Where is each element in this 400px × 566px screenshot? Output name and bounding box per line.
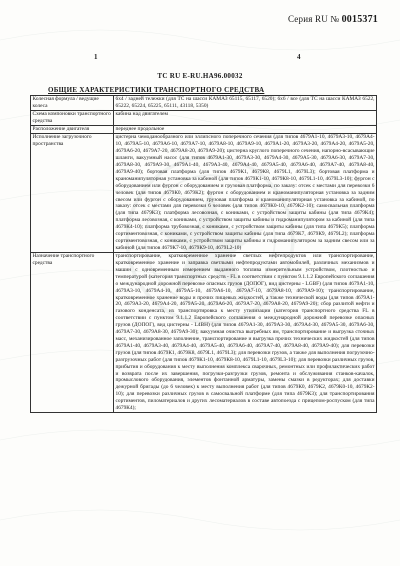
table-row (31, 134, 377, 253)
row-label: Расположение двигателя (31, 126, 114, 134)
table-row (31, 126, 377, 134)
table-row (31, 96, 377, 111)
serial-number (288, 14, 378, 25)
table-row (31, 253, 377, 413)
row-value: 6х4 / задней тележки (для ТС на шасси КАМАЗ 65115, 65117, 6520); 6х6 / все (для ТС на шасси КАМАЗ 6522, 65222, 65224, 65225, 65111, 43118, 5350) (115, 96, 375, 109)
row-value: цистерна чемоданообразного или эллипсного поперечного сечения (для типов 4679А1-10, 4679А3-10, 4679А4-10, 4679А5-10, 4679А6-10, 4679А7-10, 4679А8-10, 4679А9-10, 4679А1-20, 4679А3-20, 4679А4-20, 4679А5-20, 4679А6-20, 4679А7-20, 4679А8-20, 4679А9-20); цистерна круглого поперечного сечения, напорно-всасывающие шланги, вакуумный насос (для типов 4679А1-30, 4679А3-30, 4679А4-30, 4679А5-30, 4679А6-30, 4679А7-30, 4679А8-30, 4679А9-30, 4679А1-40, 4679А3-40, 4679А4-40, 4679А5-40, 4679А6-40, 4679А7-40, 4679А8-40, 4679А9-40); бортовая платформа (для типов 4679К1, 4679К8, 4679L1, 4679L3); бортовая платформа и краноманипуляторная установка за кабиной (для типов 4679К1-10, 4679К8-10, 4679L1-10, 4679L3-10); фургон с оборудованием или фургон с оборудованием и грузовая платформа, по заказу: отсек с местами для перевозки 6 человек (для типов 4679К0, 4679К2); фургон с оборудованием и краноманипуляторная установка за задним свесом или фургон с оборудованием, грузовая платформа и краноманипуляторная установка за кабиной, по заказу: отсек с местами для перевозки 6 человек (для типов 4679К0-10, 4679К2-10); самосвальная платформа (для типа 4679К3); платформа лесовозная, с кониками, с устройством защиты кабины (для типа 4679К4); платформа лесовозная, с кониками, с устройством защиты кабины и гидроманипулятором за кабиной (для типа 4679К4-10); платформа трубовозная, с кониками, с устройством защиты кабины (для типа 4679К5); платформа сортиментовозная, с кониками, с устройством защиты кабины (для типа 4679К7, 4679К9, 4679L2); платформа сортиментовозная, с кониками, с устройством защиты кабины и гидроманипулятором за задним свесом или за кабиной (для типов 4679К7-10, 4679К9-10, 4679L2-10) (115, 134, 375, 251)
page-number-left: 1 (94, 53, 98, 61)
table-row (31, 111, 377, 126)
row-label: Колесная формула / ведущие колеса (31, 96, 114, 111)
characteristics-table (30, 95, 377, 413)
page-number-right: 4 (297, 53, 301, 61)
row-value: кабина над двигателем (114, 111, 377, 126)
serial-value: 0015371 (341, 14, 378, 25)
serial-prefix: Серия RU № (287, 14, 340, 24)
section-heading: ОБЩИЕ ХАРАКТЕРИСТИКИ ТРАНСПОРТНОГО СРЕДСТВА (48, 86, 265, 94)
document-code: ТС RU E-RU.HA96.00032 (157, 72, 243, 80)
row-label: Назначение транспортного средства (31, 253, 114, 413)
row-label: Исполнение загрузочного пространства (31, 134, 114, 253)
row-label: Схема компоновки транспортного средства (31, 111, 114, 126)
row-value: транспортирование, кратковременное хранение светлых нефтепродуктов или транспортирование, кратковременное хранение и заправка светлыми нефтепродуктами автомобилей, различных механизмов и машин с одновременным измерением выданного топлива измерительным устройством, плотностью и температурой (категория транспортных средств - FL в соответствии с пунктом 9.1.1.2 Европейского соглашения о международной дорожной перевозке опасных грузов (ДОПОГ), вид цистерны - LGBF) (для типов 4679А1-10, 4679А3-10, 4679А4-10, 4679А5-10, 4679А6-10, 4679А7-10, 4679А8-10, 4679А9-10); транспортирование, кратковременное хранение воды и прочих пищевых жидкостей, а также технической воды (для типов 4679А1-20, 4679А3-20, 4679А4-20, 4679А5-20, 4679А6-20, 4679А7-20, 4679А8-20, 4679А9-20); сбор разлитой нефти и газового конденсата, их транспортировка к месту утилизации (категория транспортного средства FL в соответствии с пунктом 9.1.1.2 Европейского соглашения о международной дорожной перевозке опасных грузов (ДОПОГ), вид цистерны - L4BH) (для типов 4679А1-30, 4679А3-30, 4679А4-30, 4679А5-30, 4679А6-30, 4679А7-30, 4679А8-30, 4679А9-30); вакуумная очистка выгребных ям, транспортирование и выгрузка сточных масс, механизированное заполнение, транспортирование и выгрузка прочих технических жидкостей (для типов 4679А1-40, 4679А3-40, 4679А4-40, 4679А5-40, 4679А6-40, 4679А7-40, 4679А8-40, 4679А9-40); для перевозки грузов (для типов 4679К1, 4679К8, 4679L1, 4679L3); для перевозки грузов, а также для выполнения погрузочно-разгрузочных работ (для типов 4679К1-10, 4679К8-10, 4679L1-10, 4679L3-10); для перевозки различных грузов, прибытия и оборудования к месту выполнения комплекса сварочных, ремонтных или профилактических работ и возврата после их завершения, погрузки-разгрузки грузов, ремонта и обслуживания станков-качалок, промыслового оборудования, элементов фонтанной арматуры, замены смазки в редукторах; для доставки дежурной бригады (до 6 человек) к месту выполнения работ (для типов 4679К0, 4679К2, 4679К0-10, 4679К2-10); для перевозки различных грузов в самосвальной платформе (для типа 4679К3); для транспортирования сортиментов, пиломатериалов и других лесоматериалов в составе автопоезда с прицепом-роспуском (для типа 4679К4); (115, 253, 375, 412)
row-value: переднее продольное (114, 126, 377, 134)
